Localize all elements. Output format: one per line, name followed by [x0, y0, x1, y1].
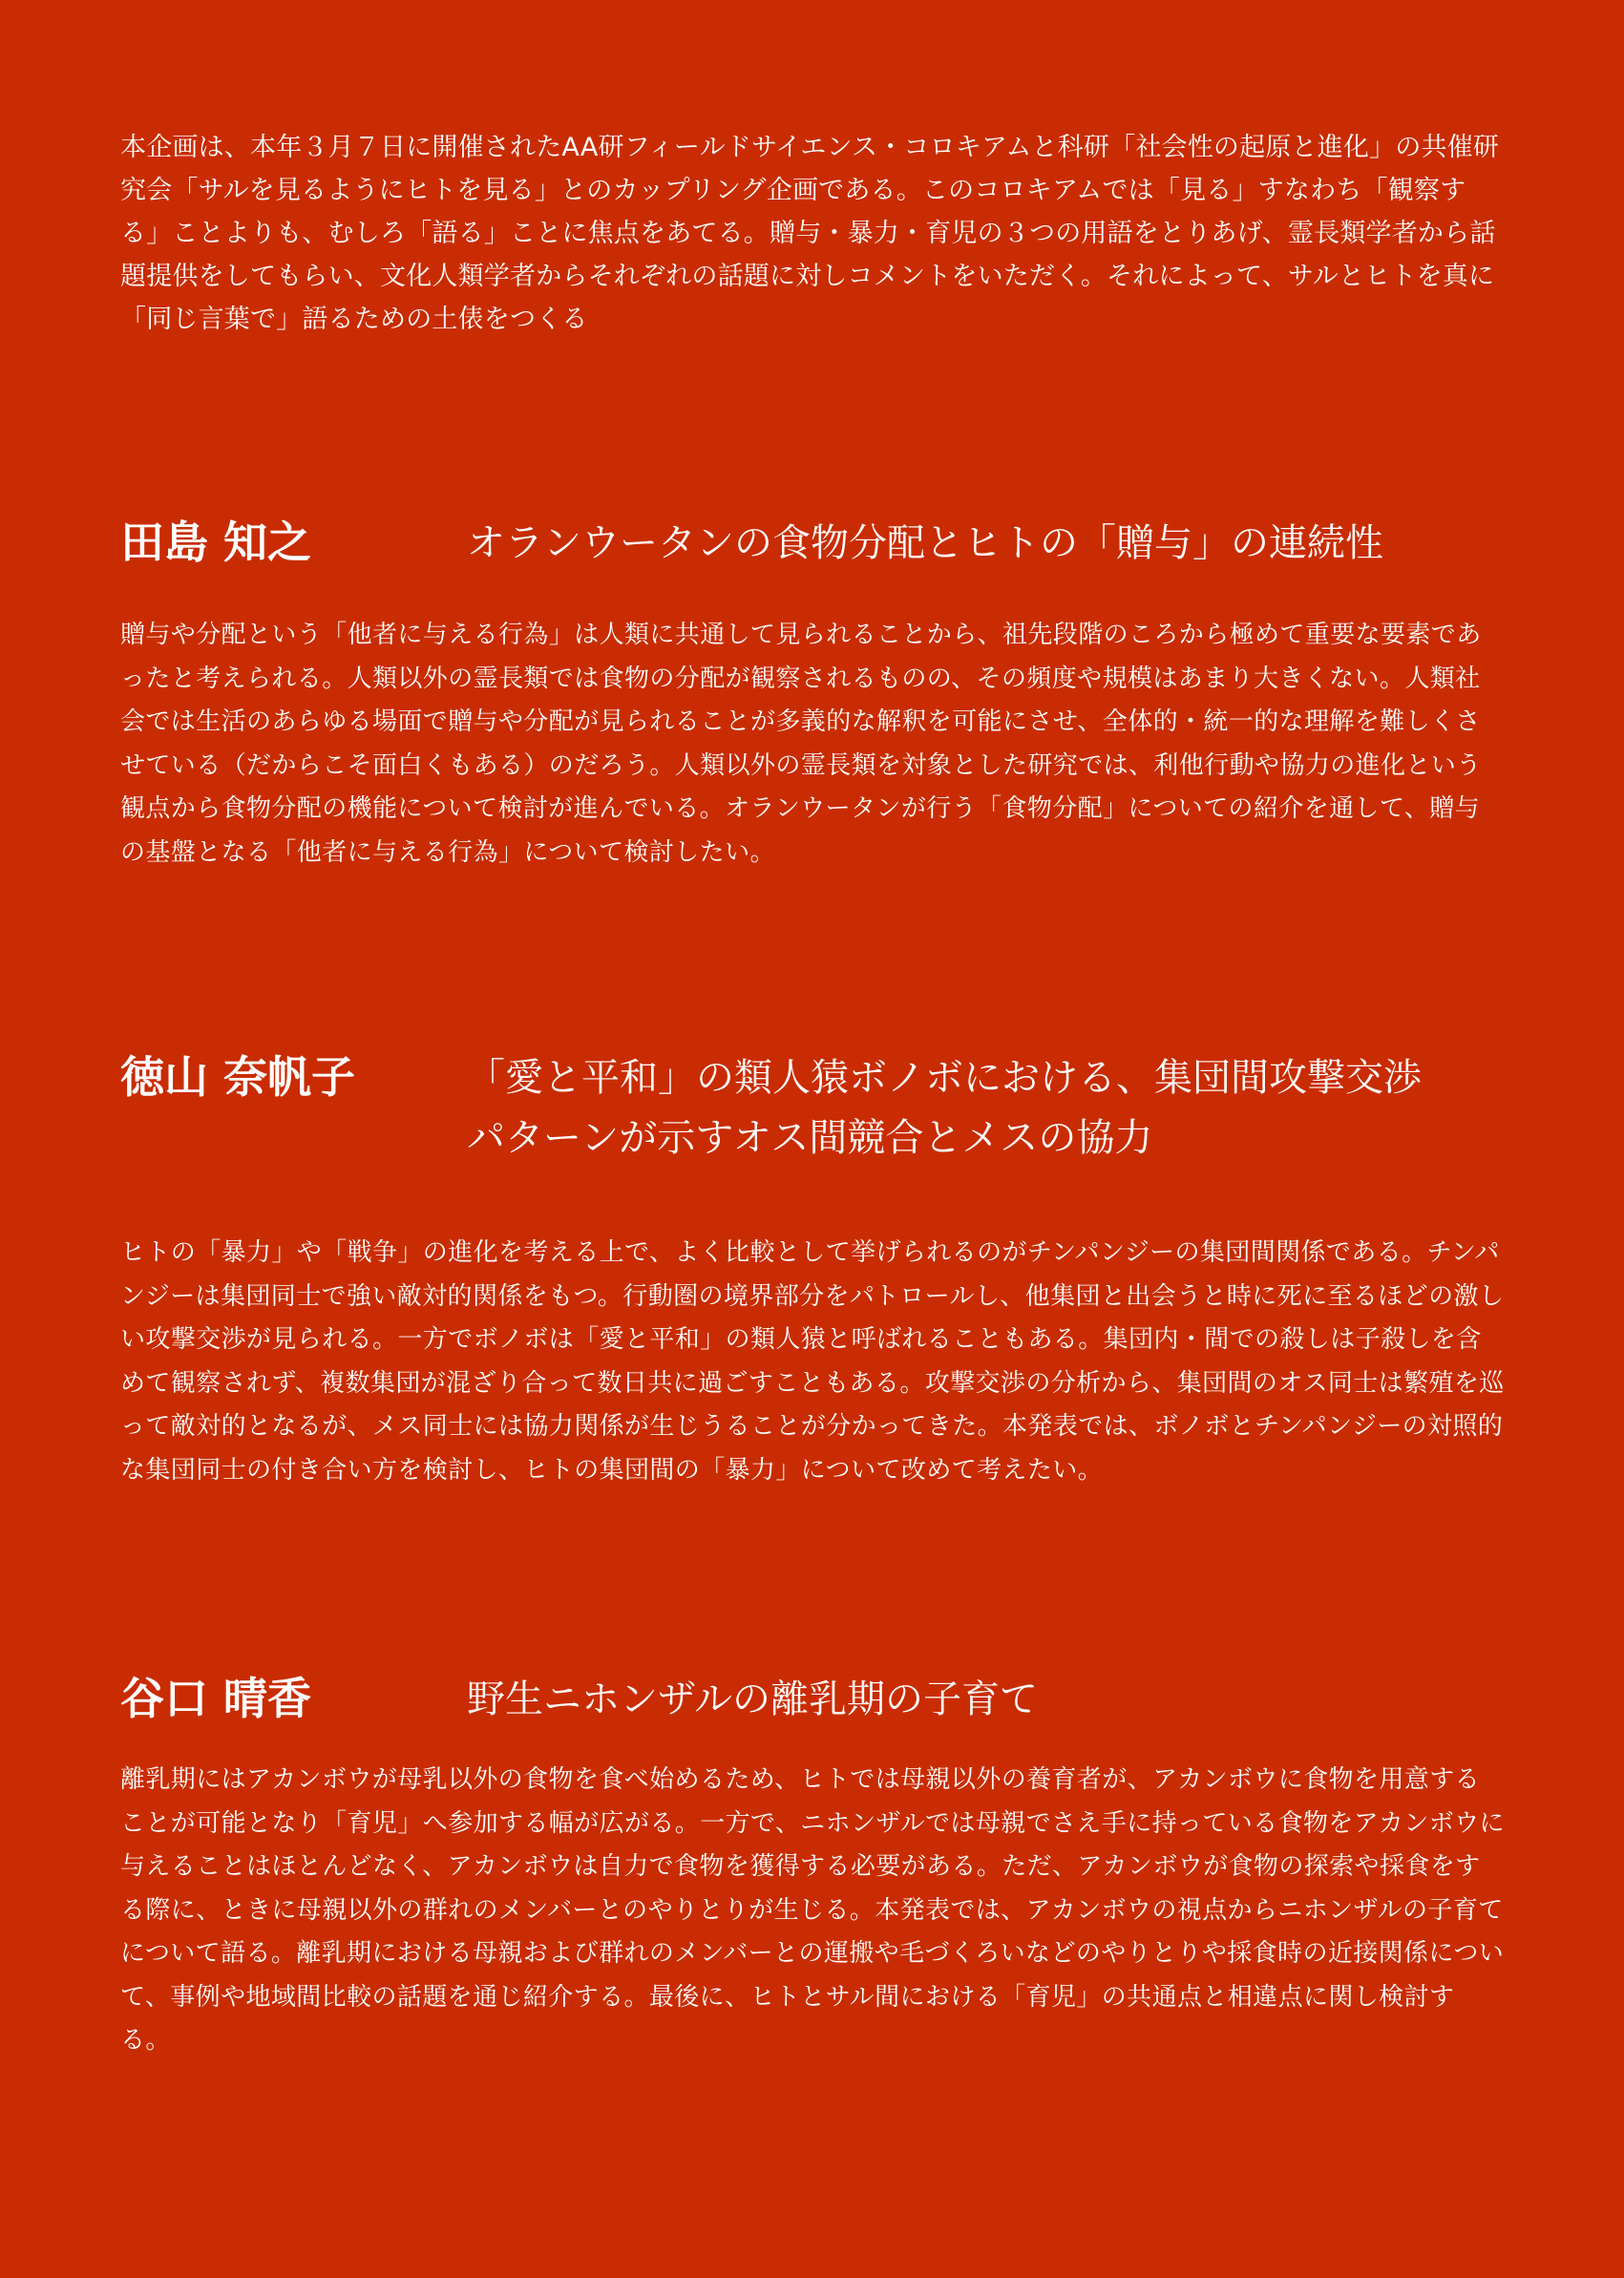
speaker-name: 谷口 晴香 [120, 1673, 312, 1724]
section-header [120, 514, 1505, 574]
section-header [120, 1048, 1505, 1169]
talk-abstract: 離乳期にはアカンボウが母乳以外の食物を食べ始めるため、ヒトでは母親以外の養育者が、アカンボウに食物を用意することが可能となり「育児」へ参加する幅が広がる。一方で、ニホンザルでは母親でさえ手に持っている食物をアカンボウに与えることはほとんどなく、アカンボウは自力で食物を獲得する必要がある。ただ、アカンボウが食物の探索や採食をする際に、ときに母親以外の群れのメンバーとのやりとりが生じる。本発表では、アカンボウの視点からニホンザルの子育てについて語る。離乳期における母親および群れのメンバーとの運搬や毛づくろいなどのやりとりや採食時の近接関係について、事例や地域間比較の話題を通じ紹介する。最後に、ヒトとサル間における「育児」の共通点と相違点に関し検討する。 [120, 1765, 1505, 2055]
talk-abstract: ヒトの「暴力」や「戦争」の進化を考える上で、よく比較として挙げられるのがチンパンジーの集団間関係である。チンパンジーは集団同士で強い敵対的関係をもつ。行動圏の境界部分をパトロールし、他集団と出会うと時に死に至るほどの激しい攻撃交渉が見られる。一方でボノボは「愛と平和」の類人猿と呼ばれることもある。集団内・間での殺しは子殺しを含めて観察されず、複数集団が混ざり合って数日共に過ごすこともある。攻撃交渉の分析から、集団間のオス同士は繁殖を巡って敵対的となるが、メス同士には協力関係が生じうることが分かってきた。本発表では、ボノボとチンパンジーの対照的な集団同士の付き合い方を検討し、ヒトの集団間の「暴力」について改めて考えたい。 [120, 1238, 1505, 1485]
talk-title: 「愛と平和」の類人猿ボノボにおける、集団間攻撃交渉 パターンが示すオス間競合とメスの協力 [467, 1056, 1422, 1160]
talk-abstract: 贈与や分配という「他者に与える行為」は人類に共通して見られることから、祖先段階のころから極めて重要な要素であったと考えられる。人類以外の霊長類では食物の分配が観察されるものの、その頻度や規模はあまり大きくない。人類社会では生活のあらゆる場面で贈与や分配が見られることが多義的な解釈を可能にさせ、全体的・統一的な理解を難しくさせている（だからこそ面白くもある）のだろう。人類以外の霊長類を対象とした研究では、利他行動や協力の進化という観点から食物分配の機能について検討が進んでいる。オランウータンが行う「食物分配」についての紹介を通して、贈与の基盤となる「他者に与える行為」について検討したい。 [120, 621, 1482, 867]
speaker-name: 徳山 奈帆子 [120, 1051, 356, 1103]
speaker-name: 田島 知之 [120, 517, 312, 568]
section-header [120, 1670, 1505, 1730]
talk-title: オランウータンの食物分配とヒトの「贈与」の連続性 [467, 521, 1383, 565]
talk-title: 野生ニホンザルの離乳期の子育て [467, 1677, 1038, 1721]
intro-paragraph: 本企画は、本年３月７日に開催されたAA研フィールドサイエンス・コロキアムと科研「社会性の起原と進化」の共催研究会「サルを見るようにヒトを見る」とのカップリング企画である。このコロキアムでは「見る」すなわち「観察する」ことよりも、むしろ「語る」ことに焦点をあてる。贈与・暴力・育児の３つの用語をとりあげ、霊長類学者から話題提供をしてもらい、文化人類学者からそれぞれの話題に対しコメントをいただく。それによって、サルとヒトを真に「同じ言葉で」語るための土俵をつくる [120, 133, 1500, 334]
